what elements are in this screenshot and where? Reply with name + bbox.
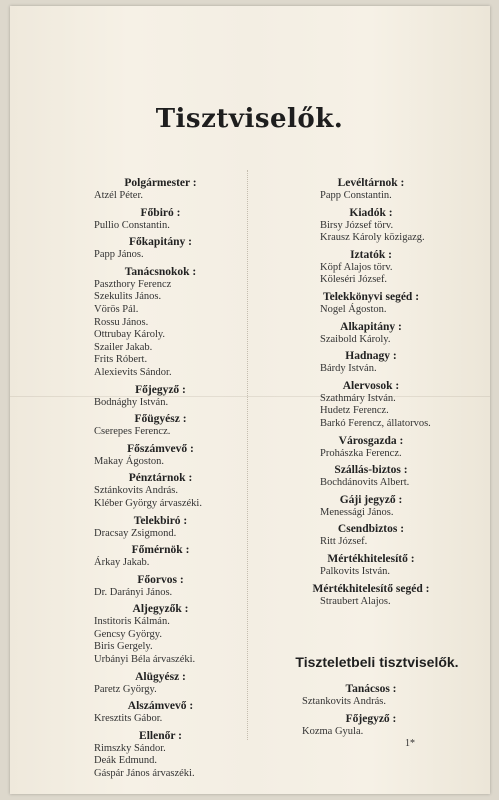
office-entry xyxy=(78,543,243,570)
office-title: Főszámvevő : xyxy=(127,442,194,455)
official-name: Sztánkovits András. xyxy=(94,485,178,497)
office-title: Főorvos : xyxy=(137,573,184,586)
official-name: Papp János. xyxy=(94,249,144,261)
official-name: Dracsay Zsigmond. xyxy=(94,527,177,539)
official-name: Prohászka Ferencz. xyxy=(320,447,402,459)
office-title: Alszámvevő : xyxy=(127,700,194,713)
official-name: Paszthory Ferencz xyxy=(94,278,172,290)
office-title: Főügyész : xyxy=(134,413,187,426)
official-name: Vörös Pál. xyxy=(94,303,139,315)
office-entry xyxy=(78,573,243,600)
official-name: Palkovits István. xyxy=(320,565,390,577)
official-name: Szekulits János. xyxy=(94,291,162,303)
official-name: Gencsy György. xyxy=(94,628,162,640)
office-title: Levéltárnok : xyxy=(337,177,405,189)
left-column xyxy=(78,176,243,784)
official-name: Kozma Gyula. xyxy=(302,725,364,737)
page-number: 1* xyxy=(405,738,415,749)
official-name: Deák Edmund. xyxy=(94,755,157,767)
office-entry xyxy=(78,235,243,262)
official-name: Kresztits Gábor. xyxy=(94,713,163,725)
office-entry xyxy=(78,442,243,469)
official-name: Institoris Kálmán. xyxy=(94,616,170,628)
office-title: Főmérnök : xyxy=(131,544,190,557)
honorary-heading: Tiszteletbeli tisztviselők. xyxy=(295,654,459,670)
office-entry xyxy=(286,582,456,609)
office-title: Főkapitány : xyxy=(129,236,192,249)
office-entry xyxy=(286,493,456,520)
office-title: Telekkönyvi segéd : xyxy=(322,290,420,303)
office-entry xyxy=(78,206,243,233)
official-name: Urbányi Béla árvaszéki. xyxy=(94,654,196,666)
office-entry xyxy=(78,602,243,666)
official-name: Szailer Jakab. xyxy=(94,341,153,353)
official-name: Atzél Péter. xyxy=(94,190,143,201)
official-name: Rossu János. xyxy=(94,316,149,328)
office-title: Pénztárnok : xyxy=(128,472,193,485)
official-name: Biris Gergely. xyxy=(94,641,153,653)
official-name: Cserepes Ferencz. xyxy=(94,426,171,438)
office-title: Főjegyző : xyxy=(345,712,397,725)
official-name: Frits Róbert. xyxy=(94,354,148,366)
office-title: Kiadók : xyxy=(349,206,393,219)
office-entry xyxy=(286,320,456,347)
official-name: Szaibold Károly. xyxy=(320,333,391,345)
official-name: Gáspár János árvaszéki. xyxy=(94,768,195,780)
office-entry xyxy=(78,670,243,697)
official-name: Szathmáry István. xyxy=(320,392,396,404)
office-entry xyxy=(286,349,456,376)
office-title: Aljegyzők : xyxy=(132,603,189,616)
official-name: Sztankovits András. xyxy=(302,696,386,707)
office-title: Főbiró : xyxy=(140,206,181,219)
official-name: Bochdánovits Albert. xyxy=(320,477,410,489)
official-name: Hudetz Ferencz. xyxy=(320,405,389,417)
official-name: Bárdy István. xyxy=(320,363,377,375)
office-entry xyxy=(78,729,243,781)
office-title: Mértékhitelesítő segéd : xyxy=(312,582,430,595)
right-column xyxy=(286,176,456,611)
office-entry xyxy=(286,248,456,287)
office-entry xyxy=(286,206,456,245)
office-entry xyxy=(286,379,456,431)
official-name: Straubert Alajos. xyxy=(320,595,391,607)
office-title: Városgazda : xyxy=(338,434,404,447)
office-title: Csendbiztos : xyxy=(337,523,405,536)
official-name: Nogel Ágoston. xyxy=(320,303,387,315)
official-name: Papp Constantin. xyxy=(320,190,392,201)
office-entry xyxy=(286,290,456,317)
office-title: Hadnagy : xyxy=(345,350,397,363)
office-entry xyxy=(78,514,243,541)
office-entry xyxy=(286,176,456,203)
office-title: Telekbiró : xyxy=(133,514,188,527)
office-entry xyxy=(286,682,456,709)
official-name: Birsy József törv. xyxy=(320,219,394,231)
office-entry xyxy=(78,471,243,510)
official-name: Krausz Károly közigazg. xyxy=(320,232,425,244)
official-name: Ritt József. xyxy=(320,536,368,548)
office-title: Főjegyző : xyxy=(135,383,186,396)
official-name: Köleséri József. xyxy=(320,274,388,286)
official-name: Pullio Constantin. xyxy=(94,219,170,231)
honorary-column xyxy=(286,682,456,741)
official-name: Köpf Alajos törv. xyxy=(320,261,393,273)
office-entry xyxy=(286,522,456,549)
official-name: Rimszky Sándor. xyxy=(94,742,166,754)
official-name: Barkó Ferencz, állatorvos. xyxy=(320,417,431,429)
office-title: Gáji jegyző : xyxy=(339,493,403,506)
official-name: Ottrubay Károly. xyxy=(94,329,166,341)
office-entry xyxy=(78,412,243,439)
official-name: Bodnághy István. xyxy=(94,396,169,408)
official-name: Menessági János. xyxy=(320,506,394,518)
office-entry xyxy=(78,699,243,726)
official-name: Dr. Darányi János. xyxy=(94,586,173,598)
office-title: Ellenőr : xyxy=(139,729,182,742)
official-name: Kléber György árvaszéki. xyxy=(94,497,202,509)
office-title: Tanácsos : xyxy=(345,683,397,695)
office-title: Alervosok : xyxy=(342,379,400,392)
office-entry xyxy=(286,712,456,739)
office-title: Szállás-biztos : xyxy=(334,464,408,477)
page-title: Tisztviselők. xyxy=(155,104,344,134)
office-title: Iztatók : xyxy=(350,248,392,261)
office-title: Alügyész : xyxy=(135,670,186,683)
office-entry xyxy=(286,434,456,461)
office-entry xyxy=(286,463,456,490)
office-title: Polgármester : xyxy=(124,177,197,189)
office-entry xyxy=(78,176,243,203)
office-entry xyxy=(286,552,456,579)
official-name: Paretz György. xyxy=(94,683,157,695)
official-name: Makay Ágoston. xyxy=(94,455,164,467)
official-name: Alexievits Sándor. xyxy=(94,366,172,378)
office-title: Tanácsnokok : xyxy=(124,265,197,278)
office-entry xyxy=(78,265,243,380)
office-title: Mértékhitelesítő : xyxy=(327,552,415,565)
office-title: Alkapitány : xyxy=(340,320,402,333)
office-entry xyxy=(78,383,243,410)
official-name: Árkay Jakab. xyxy=(94,557,150,569)
fold-line-vertical xyxy=(247,170,250,740)
